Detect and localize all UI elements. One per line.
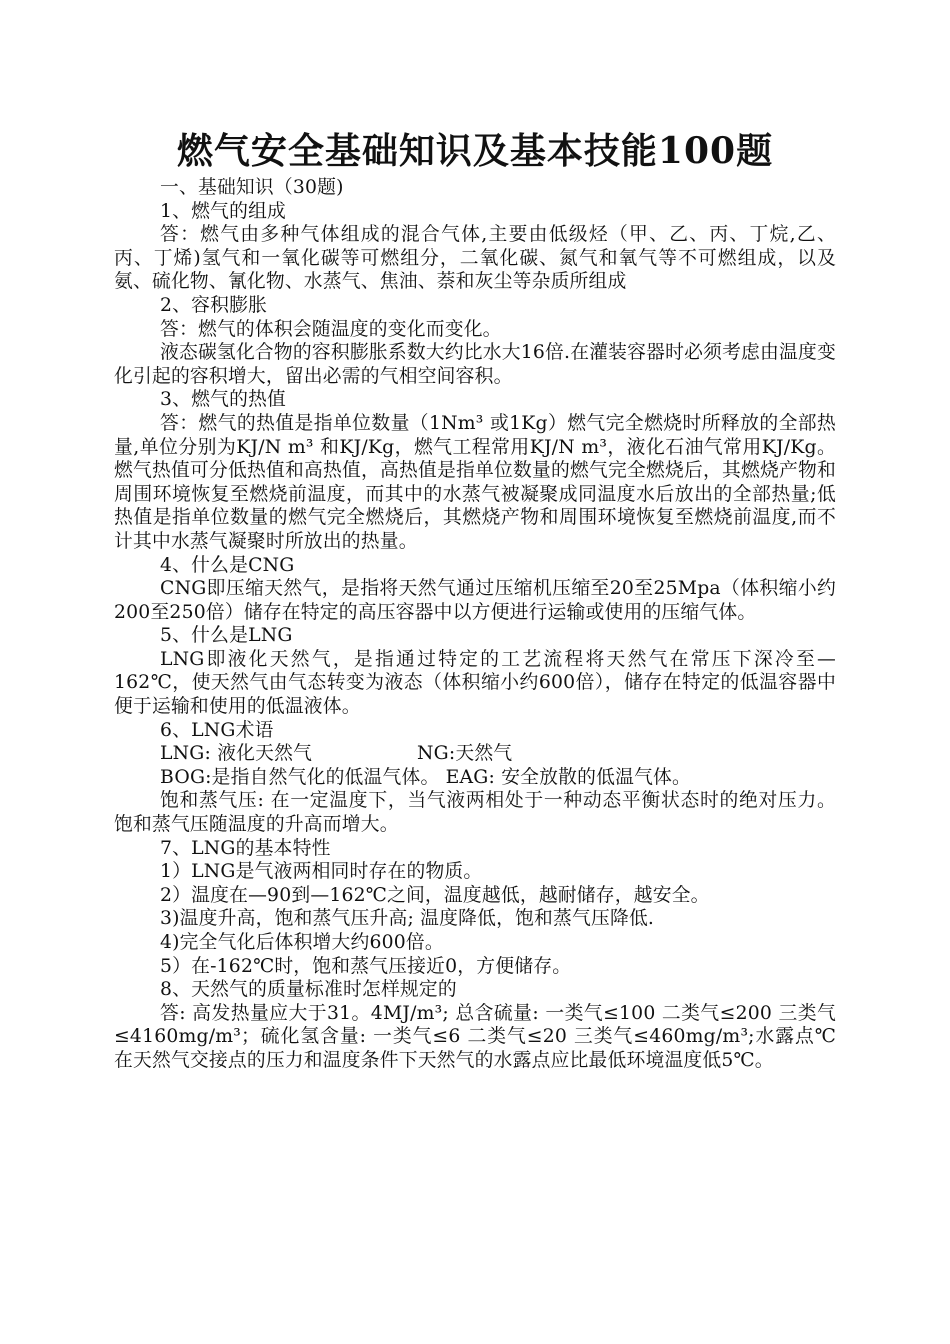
property-item-2: 2）温度在—90到—162℃之间，温度越低，越耐储存，越安全。 <box>160 884 710 906</box>
term-line-lng-ng: LNG: 液化天然气 NG:天然气 <box>160 743 513 765</box>
answer-8: 答: 高发热量应大于31。4MJ/m³; 总含硫量: 一类气≤100 二类气≤200 三类气≤4160mg/m³；硫化氢含量: 一类气≤6 二类气≤20 三类气≤460mg/m³;水露点℃在天然气交接点的压力和温度条件下天然气的水露点应比最低环境温度低5℃。 <box>114 1002 836 1071</box>
answer-2: 答：燃气的体积会随温度的变化而变化。 <box>160 318 502 340</box>
answer-3: 答：燃气的热值是指单位数量（1Nm³ 或1Kg）燃气完全燃烧时所释放的全部热量,单位分别为KJ/N m³ 和KJ/Kg，燃气工程常用KJ/N m³，液化石油气常用KJ/Kg。燃气热值可分低热值和高热值，高热值是指单位数量的燃气完全燃烧后，其燃烧产物和周围环境恢复至燃烧前温度，而其中的水蒸气被凝聚成同温度水后放出的全部热量;低热值是指单位数量的燃气完全燃烧后，其燃烧产物和周围环境恢复至燃烧前温度,而不计其中水蒸气凝聚时所放出的热量。 <box>114 412 836 552</box>
question-heading-6: 6、LNG术语 <box>160 719 274 741</box>
answer-1: 答：燃气由多种气体组成的混合气体,主要由低级烃（甲、乙、丙、丁烷,乙、丙、丁烯)氢气和一氧化碳等可燃组分，二氧化碳、氮气和氧气等不可燃组成，以及氨、硫化物、氰化物、水蒸气、焦油、萘和灰尘等杂质所组成 <box>114 224 836 293</box>
section-heading: 一、基础知识（30题) <box>160 177 344 198</box>
document-body <box>114 176 836 1073</box>
property-item-4: 4)完全气化后体积增大约600倍。 <box>160 932 444 953</box>
question-heading-7: 7、LNG的基本特性 <box>160 837 331 859</box>
term-line-saturated-pressure: 饱和蒸气压: 在一定温度下，当气液两相处于一种动态平衡状态时的绝对压力。饱和蒸气压随温度的升高而增大。 <box>114 790 836 836</box>
property-item-1: 1）LNG是气液两相同时存在的物质。 <box>160 861 483 883</box>
property-item-5: 5）在-162℃时，饱和蒸气压接近0，方便储存。 <box>160 955 572 977</box>
property-item-3: 3)温度升高，饱和蒸气压升高; 温度降低，饱和蒸气压降低. <box>160 908 655 930</box>
document-title: 燃气安全基础知识及基本技能100题 <box>176 130 774 172</box>
question-heading-2: 2、容积膨胀 <box>160 294 268 316</box>
question-heading-5: 5、什么是LNG <box>160 625 293 647</box>
document-page <box>114 128 836 1073</box>
question-heading-3: 3、燃气的热值 <box>160 389 287 411</box>
answer-4: CNG即压缩天然气，是指将天然气通过压缩机压缩至20至25Mpa（体积缩小约200至250倍）储存在特定的高压容器中以方便进行运输或使用的压缩气体。 <box>114 578 836 623</box>
answer-2-detail: 液态碳氢化合物的容积膨胀系数大约比水大16倍.在灌装容器时必须考虑由温度变化引起的容积增大，留出必需的气相空间容积。 <box>114 342 836 387</box>
question-heading-4: 4、什么是CNG <box>160 554 295 576</box>
term-line-bog-eag: BOG:是指自然气化的低温气体。 EAG: 安全放散的低温气体。 <box>160 766 692 788</box>
question-heading-1: 1、燃气的组成 <box>160 200 287 222</box>
question-heading-8: 8、天然气的质量标准时怎样规定的 <box>160 979 457 1001</box>
answer-5: LNG即液化天然气，是指通过特定的工艺流程将天然气在常压下深冷至—162℃，使天然气由气态转变为液态（体积缩小约600倍），储存在特定的低温容器中便于运输和使用的低温液体。 <box>114 648 836 718</box>
